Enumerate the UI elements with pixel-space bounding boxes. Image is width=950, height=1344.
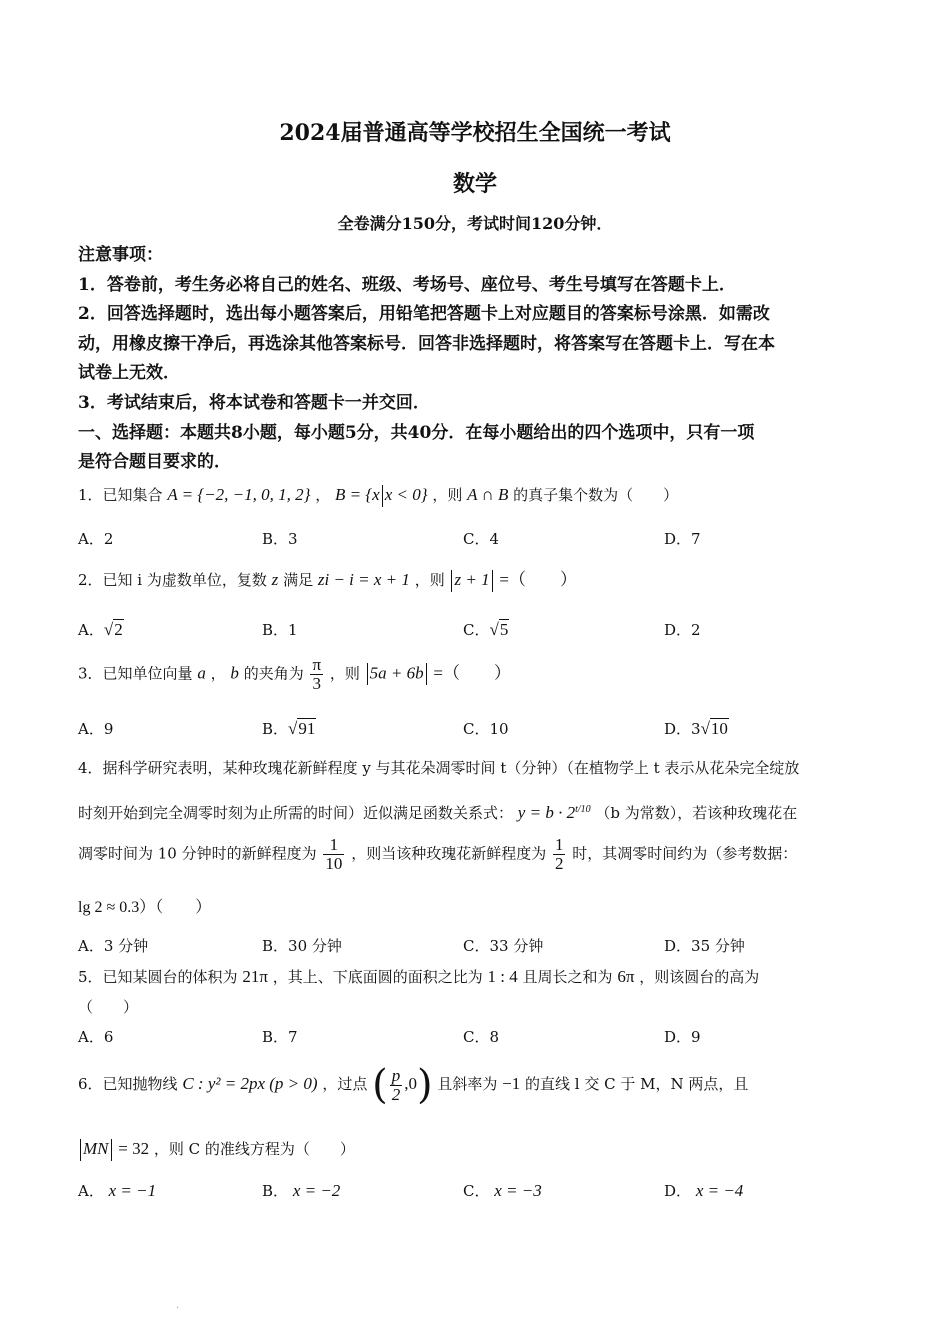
q1-option-c: C．4 bbox=[463, 530, 500, 548]
q4-line-3 bbox=[78, 836, 797, 873]
q4-l3-post: 时，其凋零时间约为（参考数据： bbox=[572, 844, 798, 863]
q3-option-c: C．10 bbox=[463, 720, 509, 738]
q2-option-c: C．√5 bbox=[463, 620, 509, 639]
q6-l1-mid: ，过点 bbox=[322, 1075, 368, 1093]
q6-option-c-value: x = −3 bbox=[494, 1181, 542, 1200]
note-1: 1．答卷前，考生务必将自己的姓名、班级、考场号、座位号、考生号填写在答题卡上． bbox=[78, 275, 736, 295]
q6-l1-post: 的直线 l 交 C 于 M，N 两点，且 bbox=[525, 1075, 749, 1093]
q2-option-c-rad: 5 bbox=[499, 620, 509, 639]
q2-option-a-rad: 2 bbox=[114, 620, 123, 639]
q4-f2-num: 1 bbox=[554, 835, 564, 854]
q2-z: z bbox=[271, 570, 279, 589]
q6-parabola: C : y² = 2px (p > 0) bbox=[182, 1074, 318, 1093]
q3-tail-pre: ，则 bbox=[329, 664, 360, 683]
q3-option-b-rad: 91 bbox=[298, 719, 316, 738]
q5-l1-pre: 5．已知某圆台的体积为 bbox=[78, 968, 238, 986]
q1-option-b: B．3 bbox=[262, 530, 298, 548]
q3-frac-num: π bbox=[312, 655, 322, 674]
q4-line-4: lg 2 ≈ 0.3）（ ） bbox=[78, 899, 212, 916]
q2-abs-left bbox=[451, 570, 452, 592]
q6-line-1: 6．已知抛物线 C : y² = 2px (p > 0) ，过点 ( $\frac{p}{2}$ ,0) 且斜率为 −1 的直线 l 交 C 于 M，N 两点，且 bbox=[78, 1062, 749, 1108]
q1-set-b-right: x < 0} bbox=[384, 485, 428, 504]
q5-ratio: 1 : 4 bbox=[487, 967, 518, 986]
footer-mark: . bbox=[176, 1300, 180, 1311]
q3-option-a: A．9 bbox=[78, 720, 114, 738]
q5-volume: 21π bbox=[242, 967, 268, 986]
q6-l2-post: ，则 C 的准线方程为（ ） bbox=[153, 1140, 355, 1158]
q1-set-a: A = {−2, −1, 0, 1, 2} bbox=[167, 485, 311, 504]
q3-abs-right bbox=[426, 663, 427, 685]
q3-sep: ， bbox=[210, 664, 226, 683]
q1-tail-pre: ，则 bbox=[432, 486, 463, 504]
q2-option-d: D．2 bbox=[664, 621, 701, 639]
q2-mid: 满足 bbox=[283, 571, 314, 589]
q6-eq: = 32 bbox=[118, 1139, 150, 1158]
q6-line-2 bbox=[78, 1138, 355, 1161]
subject-title: 数学 bbox=[452, 171, 497, 197]
question-1 bbox=[78, 484, 678, 507]
q3-option-d-label: D．3 bbox=[664, 720, 701, 738]
q5-l1-mid2: 且周长之和为 bbox=[522, 968, 613, 986]
q5-option-d: D．9 bbox=[664, 1028, 701, 1046]
q5-l1-post: ，则该圆台的高为 bbox=[639, 968, 760, 986]
q3-mid: 的夹角为 bbox=[243, 664, 304, 683]
q5-option-b: B．7 bbox=[262, 1028, 298, 1046]
q6-option-b-label: B． bbox=[262, 1182, 289, 1200]
q6-abs-left bbox=[80, 1139, 81, 1161]
q3-abs: 5a + 6b bbox=[369, 663, 424, 683]
q4-l2-post: （b 为常数），若该种玫瑰花在 bbox=[595, 804, 798, 822]
q1-mid: ， bbox=[315, 486, 331, 504]
q1-option-a: A．2 bbox=[78, 530, 114, 548]
q3-vec-b: b bbox=[230, 663, 239, 683]
q6-option-d-label: D． bbox=[664, 1182, 692, 1200]
note-2-line-1: 2．回答选择题时，选出每小题答案后，用铅笔把答题卡上对应题目的答案标号涂黑．如需改 bbox=[78, 304, 770, 324]
q4-l2-pre: 时刻开始到完全凋零时刻为止所需的时间）近似满足函数关系式： bbox=[78, 804, 514, 822]
q1-expr: A ∩ B bbox=[467, 485, 509, 504]
q3-frac-den: 3 bbox=[312, 673, 322, 693]
q6-l1-pre: 6．已知抛物线 bbox=[78, 1075, 178, 1093]
q4-option-b: B．30 分钟 bbox=[262, 937, 342, 955]
q1-prefix: 1．已知集合 bbox=[78, 486, 163, 504]
q5-perimeter: 6π bbox=[617, 967, 635, 986]
q6-option-d-value: x = −4 bbox=[695, 1181, 744, 1200]
q4-line-2 bbox=[78, 802, 797, 823]
q5-line-2: （ ） bbox=[78, 998, 139, 1016]
q6-option-c-label: C． bbox=[463, 1182, 490, 1200]
q2-option-a-label: A． bbox=[78, 621, 104, 639]
q2-abs: z + 1 bbox=[454, 570, 490, 589]
q4-f1-den: 10 bbox=[325, 853, 343, 873]
q4-option-a: A．3 分钟 bbox=[78, 937, 149, 955]
q6-point-fraction bbox=[390, 1067, 403, 1104]
q6-option-a bbox=[78, 1180, 156, 1201]
q6-slope: −1 bbox=[502, 1074, 521, 1093]
q6-option-b bbox=[262, 1180, 340, 1201]
q6-pt-num: p bbox=[391, 1065, 401, 1085]
q1-option-d: D．7 bbox=[664, 530, 701, 548]
q5-option-c: C．8 bbox=[463, 1028, 500, 1046]
q2-option-b: B．1 bbox=[262, 621, 298, 639]
q5-l1-mid: ，其上、下底面圆的面积之比为 bbox=[272, 968, 483, 986]
q3-vec-a: a bbox=[197, 663, 206, 683]
exam-info: 全卷满分150分，考试时间120分钟． bbox=[337, 214, 613, 233]
q3-option-d-rad: 10 bbox=[710, 719, 728, 738]
q4-option-d: D．35 分钟 bbox=[664, 937, 745, 955]
q6-l1-mid2: 且斜率为 bbox=[437, 1075, 498, 1093]
q2-option-c-label: C． bbox=[463, 621, 490, 639]
q4-f2-den: 2 bbox=[554, 853, 564, 873]
exam-title: 2024届普通高等学校招生全国统一考试 bbox=[279, 120, 671, 146]
note-3: 3．考试结束后，将本试卷和答题卡一并交回． bbox=[78, 393, 430, 413]
q5-option-a: A．6 bbox=[78, 1028, 114, 1046]
q6-pt-den: 2 bbox=[391, 1084, 401, 1104]
q3-option-b-label: B． bbox=[262, 720, 289, 738]
note-2-line-3: 试卷上无效． bbox=[78, 363, 180, 383]
q3-option-d: D．3√10 bbox=[664, 719, 728, 738]
notes-heading: 注意事项： bbox=[78, 245, 163, 265]
q3-prefix: 3．已知单位向量 bbox=[78, 664, 193, 683]
q4-l3-pre: 凋零时间为 10 分钟时的新鲜程度为 bbox=[78, 844, 317, 863]
q4-l3-mid: ，则当该种玫瑰花新鲜程度为 bbox=[351, 844, 547, 863]
q3-abs-left bbox=[367, 663, 368, 685]
q4-fraction-1 bbox=[323, 836, 344, 873]
q5-line-1 bbox=[78, 966, 759, 987]
q6-option-a-label: A． bbox=[78, 1182, 104, 1200]
q6-abs-right bbox=[111, 1139, 112, 1161]
q6-abs: MN bbox=[83, 1139, 109, 1158]
q6-option-d bbox=[664, 1180, 743, 1201]
q3-tail: =（ ） bbox=[433, 663, 512, 683]
q1-set-b-left: B = {x bbox=[335, 485, 380, 504]
q6-point-y: ,0 bbox=[404, 1074, 417, 1093]
q2-option-a: A．√2 bbox=[78, 620, 123, 639]
q6-option-a-value: x = −1 bbox=[108, 1181, 157, 1200]
q6-option-c bbox=[463, 1180, 542, 1201]
q4-exponent: t/10 bbox=[575, 804, 591, 815]
q4-fraction-2 bbox=[553, 836, 566, 873]
section-1-line-1: 一、选择题：本题共8小题，每小题5分，共40分．在每小题给出的四个选项中，只有一项 bbox=[78, 423, 755, 443]
question-2 bbox=[78, 565, 577, 592]
q4-option-c: C．33 分钟 bbox=[463, 937, 544, 955]
q4-formula: y = b · 2 bbox=[517, 803, 576, 822]
q2-eq: zi − i = x + 1 bbox=[317, 570, 410, 589]
section-1-line-2: 是符合题目要求的． bbox=[78, 452, 231, 472]
q3-option-b: B．√91 bbox=[262, 719, 316, 738]
q3-angle-fraction bbox=[310, 656, 323, 693]
q1-set-bar bbox=[382, 485, 383, 507]
q4-line-1: 4．据科学研究表明，某种玫瑰花新鲜程度 y 与其花朵凋零时间 t（分钟）（在植物学上 t 表示从花朵完全绽放 bbox=[78, 759, 800, 777]
q4-f1-num: 1 bbox=[323, 836, 344, 855]
q6-option-b-value: x = −2 bbox=[292, 1181, 341, 1200]
q2-prefix: 2．已知 i 为虚数单位，复数 bbox=[78, 571, 267, 589]
note-2-line-2: 动，用橡皮擦干净后，再选涂其他答案标号．回答非选择题时，将答案写在答题卡上．写在本 bbox=[78, 334, 775, 354]
q2-tail-pre: ，则 bbox=[414, 571, 445, 589]
q1-tail: 的真子集个数为（ ） bbox=[513, 486, 679, 504]
question-3 bbox=[78, 656, 511, 693]
q2-abs-right bbox=[492, 570, 493, 592]
q2-tail: =（ ） bbox=[499, 570, 577, 589]
